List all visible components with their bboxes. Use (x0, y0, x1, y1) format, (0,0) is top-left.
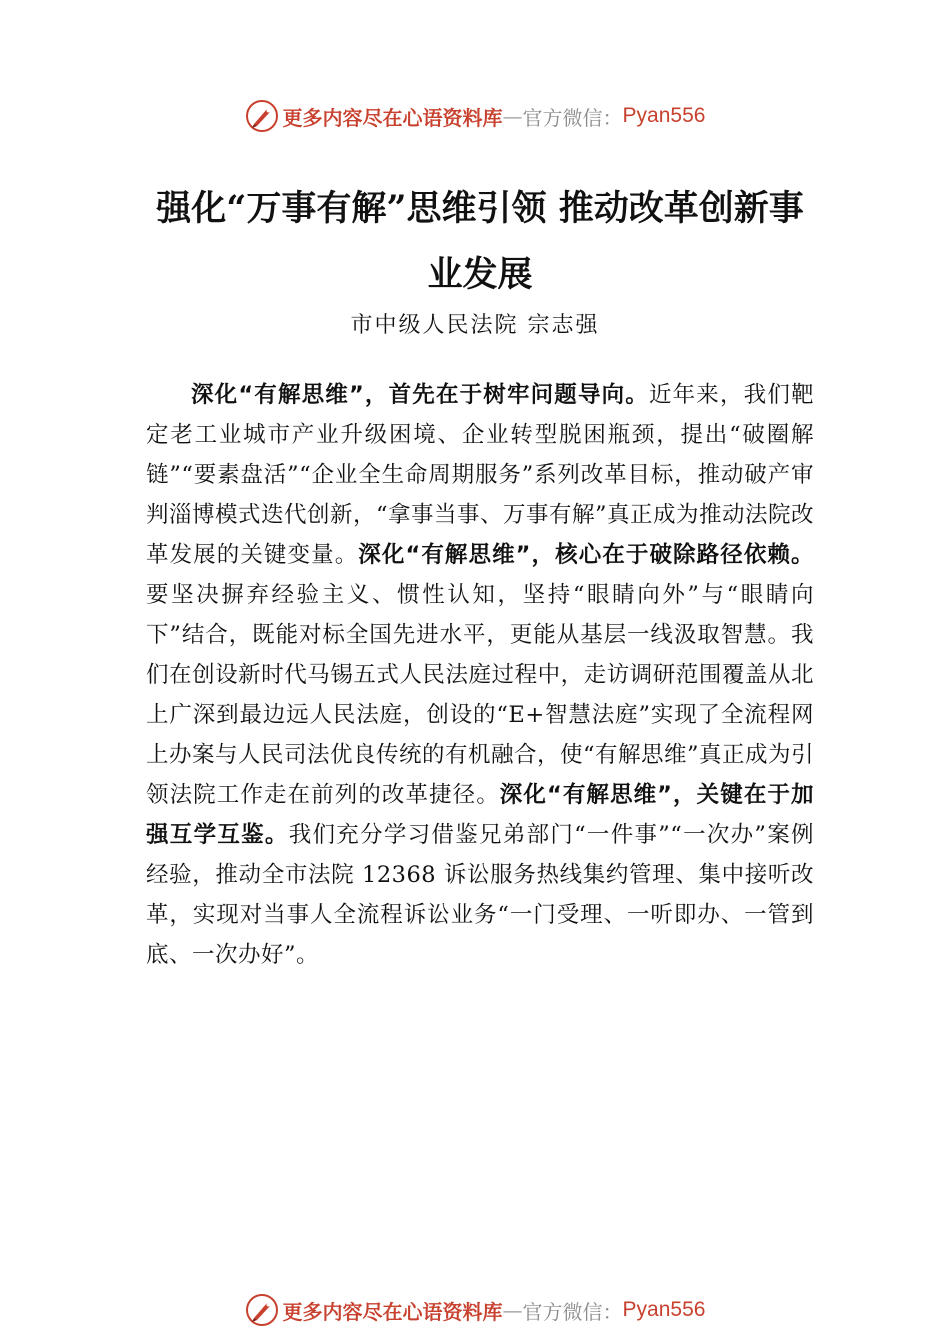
footer-watermark (0, 1290, 950, 1330)
watermark-text: 更多内容尽在心语资料库 (282, 105, 503, 130)
author-byline: 市中级人民法院 宗志强 (350, 313, 600, 338)
body-text-1: 近年来，我们靶定老工业城市产业升级困境、企业转型脱困瓶颈，提出“破圈解链”“要素盘活”“企业全生命周期服务”系列改革目标，推动破产审判淄博模式迭代创新，“拿事当事、万事有解”真正成为推动法院改革发展的关键变量。 (146, 382, 815, 568)
watermark-wechat-label: 官方微信： (522, 1299, 623, 1324)
watermark-separator: — (502, 1298, 523, 1322)
watermark-wechat-label: 官方微信： (522, 105, 623, 130)
document-title: 强化“万事有解”思维引领 推动改革创新事业发展 (156, 188, 804, 295)
watermark-wechat-id: Pyan556 (622, 104, 706, 127)
watermark-text: 更多内容尽在心语资料库 (282, 1299, 503, 1324)
body-paragraph (146, 375, 814, 975)
bold-lead-3: 深化“有解思维”，关键在于加强互学互鉴。 (146, 782, 814, 848)
watermark-wechat-id: Pyan556 (622, 1298, 706, 1321)
watermark-separator: — (502, 104, 523, 128)
pen-logo-icon (245, 1293, 279, 1327)
bold-lead-1: 深化“有解思维”，首先在于树牢问题导向。 (191, 382, 649, 408)
body-text-2: 要坚决摒弃经验主义、惯性认知，坚持“眼睛向外”与“眼睛向下”结合，既能对标全国先进水平，更能从基层一线汲取智慧。我们在创设新时代马锡五式人民法庭过程中，走访调研范围覆盖从北上广深到最边远人民法庭，创设的“E+智慧法庭”实现了全流程网上办案与人民司法优良传统的有机融合，使“有解思维”真正成为引领法院工作走在前列的改革捷径。 (146, 582, 815, 808)
pen-logo-icon (245, 99, 279, 133)
header-watermark (0, 96, 950, 136)
bold-lead-2: 深化“有解思维”，核心在于破除路径依赖。 (358, 542, 814, 568)
document-body (146, 375, 814, 975)
body-text-3: 我们充分学习借鉴兄弟部门“一件事”“一次办”案例经验，推动全市法院 12368 诉讼服务热线集约管理、集中接听改革，实现对当事人全流程诉讼业务“一门受理、一听即办、一管到底、一次办好”。 (146, 822, 814, 968)
